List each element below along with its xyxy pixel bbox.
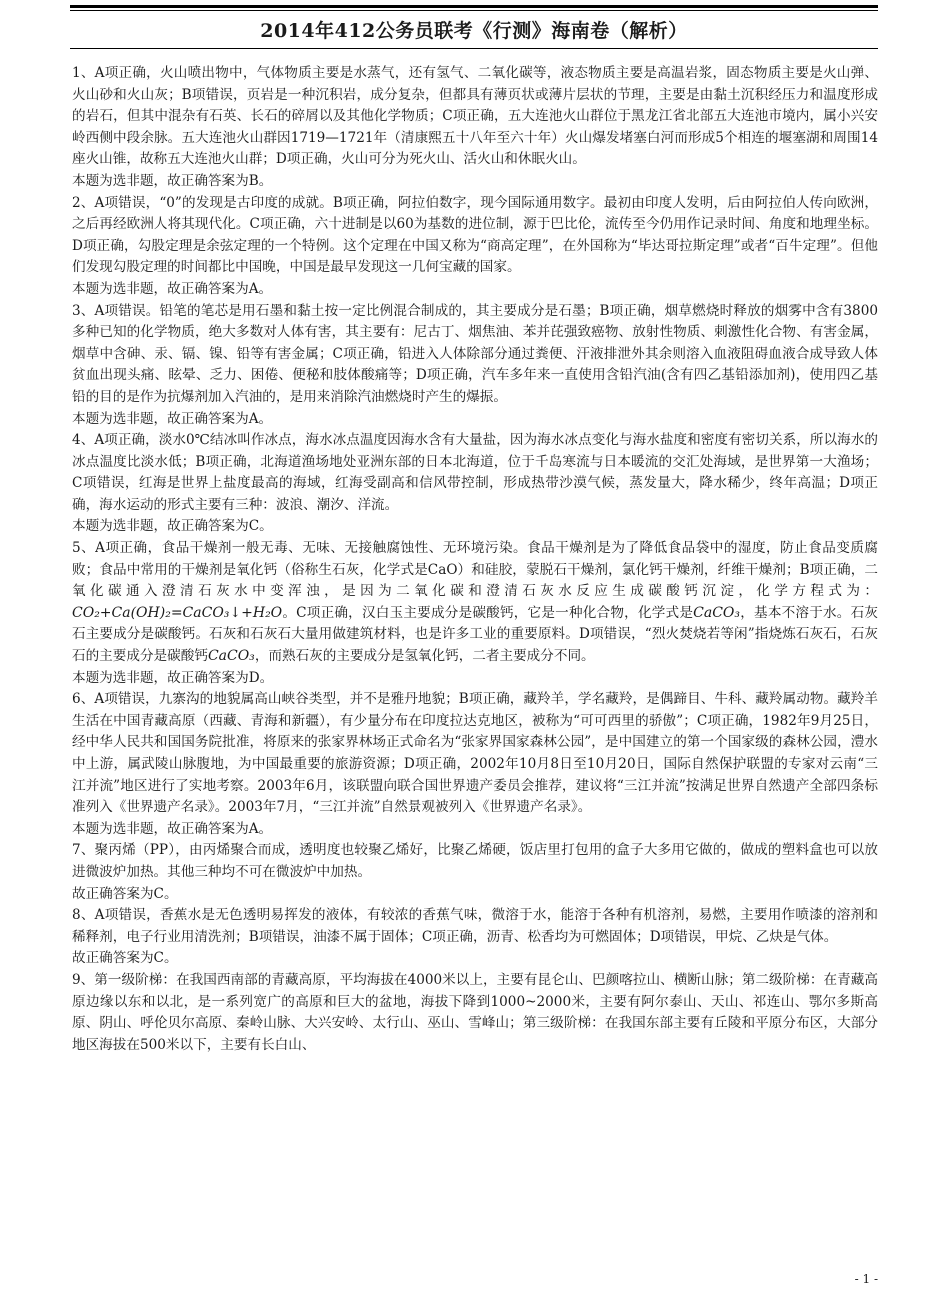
question-9-explanation: 9、第一级阶梯：在我国西南部的青藏高原，平均海拔在4000米以上，主要有昆仑山、巴颜喀拉山、横断山脉；第二级阶梯：在青藏高原边缘以东和以北，是一系列宽广的高原和巨大的盆地，海拔下降到1000~2000米，主要有阿尔泰山、天山、祁连山、鄂尔多斯高原、阴山、呼伦贝尔高原、秦岭山脉、大兴安岭、太行山、巫山、雪峰山；第三级阶梯：在我国东部主要有丘陵和平原分布区，大部分地区海拔在500米以下，主要有长白山、: [72, 971, 878, 1053]
header-rule-thick: [70, 5, 878, 8]
chemical-formula-caco3: CaCO₃: [693, 604, 741, 621]
question-1-answer: 本题为选非题，故正确答案为B。: [72, 172, 273, 189]
title-rule: [70, 48, 878, 49]
q5-text-part-a: 5、A项正确，食品干燥剂一般无毒、无味、无接触腐蚀性、无环境污染。食品干燥剂是为了降低食品袋中的湿度，防止食品变质腐败；食品中常用的干燥剂是氧化钙（俗称生石灰，化学式是CaO）和硅胶，蒙脱石干燥剂，氯化钙干燥剂，纤维干燥剂；B项正确，二氧化碳通入澄清石灰水中变浑浊，是因为二氧化碳和澄清石灰水反应生成碳酸钙沉淀，化学方程式为：: [72, 540, 878, 600]
question-1-explanation: 1、A项正确，火山喷出物中，气体物质主要是水蒸气，还有氢气、二氧化碳等，液态物质主要是高温岩浆，固态物质主要是火山弹、火山砂和火山灰；B项错误，页岩是一种沉积岩，成分复杂，但都具有薄页状或薄片层状的节理，主要是由黏土沉积经压力和温度形成的岩石，但其中混杂有石英、长石的碎屑以及其他化学物质；C项正确，五大连池火山群位于黑龙江省北部五大连池市境内，属小兴安岭西侧中段余脉。五大连池火山群因1719—1721年（清康熙五十八年至六十年）火山爆发堵塞白河而形成5个相连的堰塞湖和周围14座火山锥，故称五大连池火山群；D项正确，火山可分为死火山、活火山和休眠火山。: [72, 65, 878, 168]
question-2-answer: 本题为选非题，故正确答案为A。: [72, 280, 273, 297]
question-2-explanation: 2、A项错误，“0”的发现是古印度的成就。B项正确，阿拉伯数字，现今国际通用数字。最初由印度人发明，后由阿拉伯人传向欧洲，之后再经欧洲人将其现代化。C项正确，六十进制是以60为基数的进位制，源于巴比伦，流传至今仍用作记录时间、角度和地理坐标。D项正确，勾股定理是余弦定理的一个特例。这个定理在中国又称为“商高定理”，在外国称为“毕达哥拉斯定理”或者“百牛定理”。但他们发现勾股定理的时间都比中国晚，中国是最早发现这一几何宝藏的国家。: [72, 194, 878, 276]
q5-text-part-c: ，基本不溶于水。石灰石主要成分是碳酸钙。石灰和石灰石大量用做建筑材料，也是许多工业的重要原料。D项错误，“烈火焚烧若等闲”指烧炼石灰石，石灰石的主要成分是碳酸钙: [72, 604, 878, 665]
question-7-answer: 故正确答案为C。: [72, 885, 178, 902]
question-5-explanation: [72, 538, 878, 668]
q5-text-part-b: 。C项正确，汉白玉主要成分是碳酸钙，它是一种化合物，化学式是: [282, 604, 694, 621]
question-4-explanation: 4、A项正确，淡水0℃结冰叫作冰点，海水冰点温度因海水含有大量盐，因为海水冰点变化与海水盐度和密度有密切关系，所以海水的冰点温度比淡水低；B项正确，北海道渔场地处亚洲东部的日本北海道，位于千岛寒流与日本暖流的交汇处海域，是世界第一大渔场；C项错误，红海是世界上盐度最高的海域，红海受副高和信风带控制，形成热带沙漠气候，蒸发量大，降水稀少，终年高温；D项正确，海水运动的形式主要有三种：波浪、潮汐、洋流。: [72, 432, 878, 513]
document-body: [72, 63, 878, 1056]
question-5-answer: 本题为选非题，故正确答案为D。: [72, 669, 274, 686]
question-6-answer: 本题为选非题，故正确答案为A。: [72, 820, 273, 837]
question-8-explanation: 8、A项错误，香蕉水是无色透明易挥发的液体，有较浓的香蕉气味，微溶于水，能溶于各种有机溶剂，易燃，主要用作喷漆的溶剂和稀释剂，电子行业用清洗剂；B项错误，油漆不属于固体；C项正确，沥青、松香均为可燃固体；D项错误，甲烷、乙炔是气体。: [72, 907, 878, 945]
q5-text-part-d: ，而熟石灰的主要成分是氢氧化钙，二者主要成分不同。: [254, 648, 595, 665]
page-title: 2014年412公务员联考《行测》海南卷（解析）: [260, 20, 688, 42]
question-3-explanation: 3、A项错误。铅笔的笔芯是用石墨和黏土按一定比例混合制成的，其主要成分是石墨；B项正确，烟草燃烧时释放的烟雾中含有3800多种已知的化学物质，绝大多数对人体有害，其主要有：尼古丁、烟焦油、苯并芘强致癌物、放射性物质、刺激性化合物、有害金属，烟草中含砷、汞、镉、镍、铅等有害金属；C项正确，铅进入人体除部分通过粪便、汗液排泄外其余则溶入血液阻碍血液合成导致人体贫血出现头痛、眩晕、乏力、困倦、便秘和肢体酸痛等；D项正确，汽车多年来一直使用含铅汽油(含有四乙基铅添加剂)，使用四乙基铅的目的是作为抗爆剂加入汽油的，是用来消除汽油燃烧时产生的爆振。: [72, 302, 878, 405]
chemical-equation: CO₂+Ca(OH)₂=CaCO₃↓+H₂O: [72, 604, 283, 621]
chemical-formula-caco3-2: CaCO₃: [207, 648, 255, 665]
question-3-answer: 本题为选非题，故正确答案为A。: [72, 410, 273, 427]
header-rule-thin: [70, 10, 878, 11]
question-6-explanation: 6、A项错误，九寨沟的地貌属高山峡谷类型，并不是雅丹地貌；B项正确，藏羚羊，学名藏羚，是偶蹄目、牛科、藏羚属动物。藏羚羊生活在中国青藏高原（西藏、青海和新疆），有少量分布在印度拉达克地区，被称为“可可西里的骄傲”；C项正确，1982年9月25日，经中华人民共和国国务院批准，将原来的张家界林场正式命名为“张家界国家森林公园”，是中国建立的第一个国家级的森林公园，澧水中上游，属武陵山脉腹地，为中国最重要的旅游资源；D项正确，2002年10月8日至10月20日，国际自然保护联盟的专家对云南“三江并流”地区进行了实地考察。2003年6月，该联盟向联合国世界遗产委员会推荐，建议将“三江并流”按满足世界自然遗产全部四条标准列入《世界遗产名录》。2003年7月，“三江并流”自然景观被列入《世界遗产名录》。: [72, 691, 878, 816]
question-4-answer: 本题为选非题，故正确答案为C。: [72, 518, 273, 535]
question-8-answer: 故正确答案为C。: [72, 950, 178, 967]
page-number: - 1 -: [854, 1272, 878, 1286]
question-7-explanation: 7、聚丙烯（PP），由丙烯聚合而成，透明度也较聚乙烯好，比聚乙烯硬，饭店里打包用的盒子大多用它做的，做成的塑料盒也可以放进微波炉加热。其他三种均不可在微波炉中加热。: [72, 842, 878, 880]
